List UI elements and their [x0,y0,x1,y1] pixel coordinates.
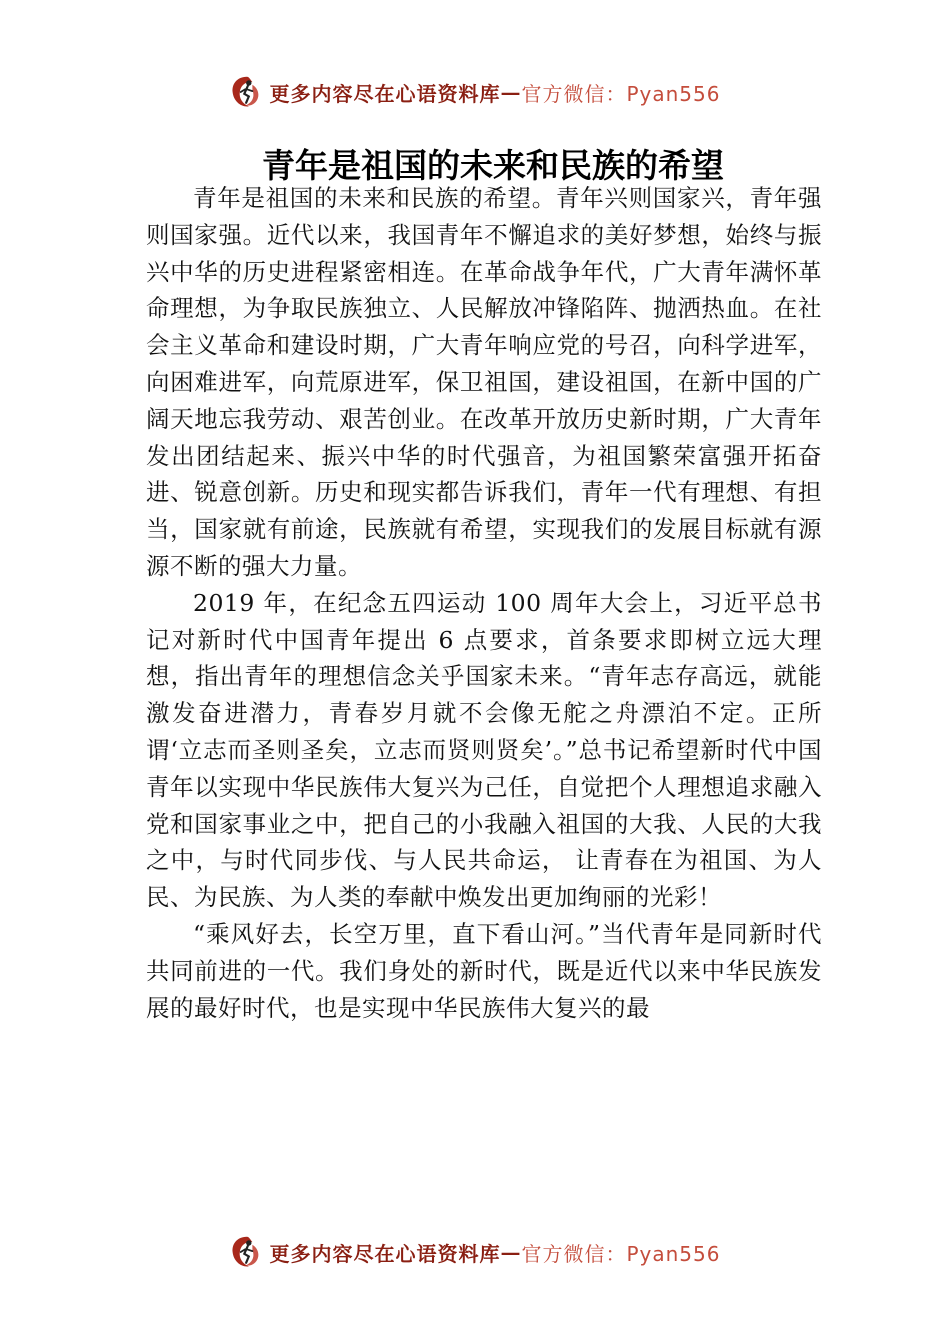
runner-swirl-logo-icon [229,1234,265,1270]
header-banner [0,72,950,112]
banner-contact-text: 官方微信：Pyan556 [521,1241,721,1266]
runner-swirl-logo-icon [229,74,265,110]
banner-separator: — [500,1240,522,1264]
banner-contact-text: 官方微信：Pyan556 [521,81,721,106]
document-body [146,180,822,1026]
footer-banner [0,1232,950,1272]
banner-separator: — [500,80,522,104]
body-paragraph-2: 2019 年，在纪念五四运动 100 周年大会上，习近平总书记对新时代中国青年提出 6 点要求，首条要求即树立远大理想，指出青年的理想信念关乎国家未来。“青年志存高远，就能激发奋进潜力，青春岁月就不会像无舵之舟漂泊不定。正所谓‘立志而圣则圣矣，立志而贤则贤矣’。”总书记希望新时代中国青年以实现中华民族伟大复兴为己任，自觉把个人理想追求融入党和国家事业之中，把自己的小我融入祖国的大我、人民的大我之中，与时代同步伐、与人民共命运， 让青春在为祖国、为人民、为民族、为人类的奉献中焕发出更加绚丽的光彩！ [146,588,822,912]
body-paragraph-3: “乘风好去，长空万里，直下看山河。”当代青年是同新时代共同前进的一代。我们身处的新时代，既是近代以来中华民族发展的最好时代，也是实现中华民族伟大复兴的最 [146,919,822,1022]
banner-brand-text: 更多内容尽在心语资料库 [269,1241,501,1266]
document-title: 青年是祖国的未来和民族的希望 [262,146,724,185]
banner-brand-text: 更多内容尽在心语资料库 [269,81,501,106]
body-paragraph-1: 青年是祖国的未来和民族的希望。青年兴则国家兴，青年强则国家强。近代以来，我国青年不懈追求的美好梦想，始终与振兴中华的历史进程紧密相连。在革命战争年代，广大青年满怀革命理想，为争取民族独立、人民解放冲锋陷阵、抛洒热血。在社会主义革命和建设时期，广大青年响应党的号召，向科学进军，向困难进军，向荒原进军，保卫祖国，建设祖国，在新中国的广阔天地忘我劳动、艰苦创业。在改革开放历史新时期，广大青年发出团结起来、振兴中华的时代强音，为祖国繁荣富强开拓奋进、锐意创新。历史和现实都告诉我们，青年一代有理想、有担当，国家就有前途，民族就有希望，实现我们的发展目标就有源源不断的强大力量。 [146,184,822,580]
